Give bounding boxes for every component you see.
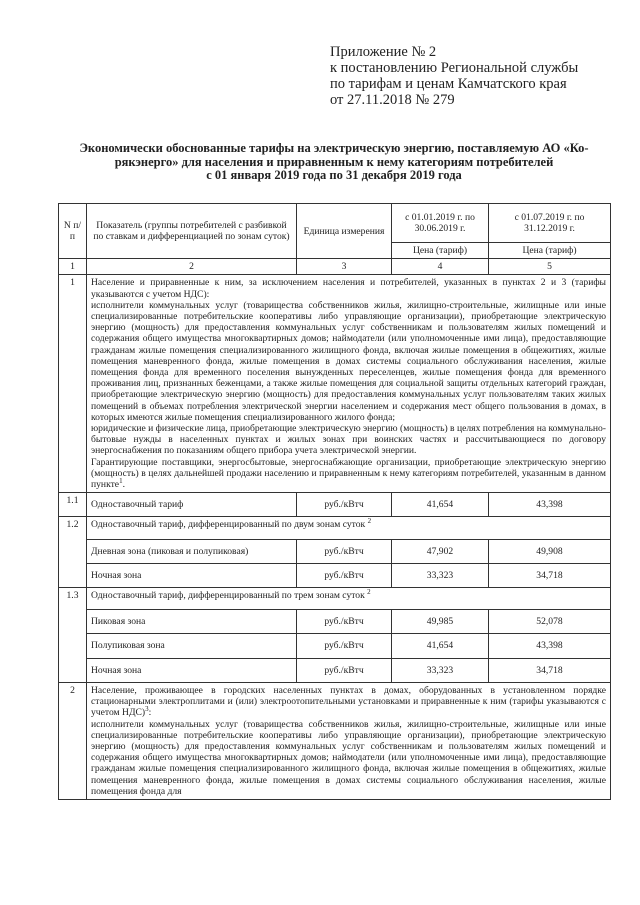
section-1-para-4-text: Гарантирующие поставщики, энергосбытовые, энергоснабжающие организации, приобретающие электрическую энергию (мощность) в целях дальнейшей продажи населению и приравненным к нему категориям потребителей, указанным в данном пункте: [91, 456, 606, 491]
row-1-2-a-label: Дневная зона (пиковая и полупиковая): [87, 539, 297, 563]
colnum-3: 3: [297, 259, 392, 275]
row-1-2-a-value-1: 47,902: [392, 539, 489, 563]
row-1-2-num: 1.2: [59, 517, 87, 588]
row-1-1-label: Одноставочный тариф: [87, 493, 297, 517]
colnum-4: 4: [392, 259, 489, 275]
header-price-1: Цена (тариф): [392, 243, 489, 259]
section-2-para-2: исполнители коммунальных услуг (товарищества собственников жилья, жилищно-строительные, жилищные или иные специализированные потребительские кооперативы либо управляющие организации), приобретающие электрическую энергию (мощность) для предоставления коммунальных услуг собственникам и пользователям жилых помещений и содержания общего имущества многоквартирных домов; наймодатели (или уполномоченные ими лица), предоставляющие гражданам жилые помещения специализированного жилищного фонда, включая жилые помещения в общежитиях, жилые помещения маневренного фонда, жилые помещения в домах системы социального обслуживания населения, жилые помещения фонда для: [91, 718, 606, 797]
row-1-2-b-value-1: 33,323: [392, 563, 489, 587]
title-line-2: рякэнерго» для населения и приравненным к нему категориям потребителей: [114, 154, 554, 169]
section-1-para-4: [91, 457, 606, 491]
row-1-2-label-text: Одноставочный тариф, дифференцированный по двум зонам суток: [91, 519, 366, 531]
row-1-2-b-unit: руб./кВтч: [297, 563, 392, 587]
colnum-1: 1: [59, 259, 87, 275]
row-1-3-a-value-1: 49,985: [392, 610, 489, 634]
table-header-row: [59, 204, 611, 243]
row-1-2: [59, 517, 611, 539]
section-1-para-1: Население и приравненные к ним, за исключением населения и потребителей, указанных в пунктах 2 и 3 (тарифы указываются с учетом НДС):: [91, 277, 606, 300]
footnote-ref: 1: [119, 476, 123, 485]
row-1-2-b-value-2: 34,718: [489, 563, 611, 587]
row-1-1-num: 1.1: [59, 493, 87, 517]
tariff-table: [58, 203, 611, 800]
header-period-2: с 01.07.2019 г. по 31.12.2019 г.: [489, 204, 611, 243]
row-1-1-unit: руб./кВтч: [297, 493, 392, 517]
row-1-1-value-1: 41,654: [392, 493, 489, 517]
row-1-3-a-unit: руб./кВтч: [297, 610, 392, 634]
title-line-3: с 01 января 2019 года по 31 декабря 2019 года: [206, 168, 462, 182]
title-line-1: Экономически обоснованные тарифы на электрическую энергию, поставляемую АО «Ко-: [79, 141, 589, 155]
row-1-3-c: [59, 658, 611, 682]
section-1-description: [87, 275, 611, 493]
row-1-2-label: [87, 517, 611, 539]
row-1-3-b-label: Полупиковая зона: [87, 634, 297, 658]
row-1-3-c-value-1: 33,323: [392, 658, 489, 682]
section-1-para-4-end: .: [122, 479, 125, 491]
row-1-3-b: [59, 634, 611, 658]
header-period-1: с 01.01.2019 г. по 30.06.2019 г.: [392, 204, 489, 243]
row-1-3-a-value-2: 52,078: [489, 610, 611, 634]
row-1-2-a-value-2: 49,908: [489, 539, 611, 563]
footnote-ref: 2: [367, 517, 372, 526]
row-1-3-b-unit: руб./кВтч: [297, 634, 392, 658]
row-1-2-a: [59, 539, 611, 563]
row-1-3-b-value-1: 41,654: [392, 634, 489, 658]
appendix-line-1: Приложение № 2: [330, 44, 437, 60]
section-2-para-1-text: Население, проживающее в городских населенных пунктах в домах, оборудованных в установленном порядке стационарными электроплитами и (или) электроотопительными установками и приравненные к ним (тарифы указываются с учетом НДС): [91, 684, 606, 719]
section-2-row: [59, 682, 611, 799]
section-1-num: 1: [59, 275, 87, 493]
header-price-2: Цена (тариф): [489, 243, 611, 259]
section-1-row: [59, 275, 611, 493]
row-1-3-c-value-2: 34,718: [489, 658, 611, 682]
appendix-line-3: по тарифам и ценам Камчатского края: [330, 76, 567, 92]
row-1-2-a-unit: руб./кВтч: [297, 539, 392, 563]
colnum-5: 5: [489, 259, 611, 275]
row-1-3-label-text: Одноставочный тариф, дифференцированный по трем зонам суток: [91, 590, 365, 602]
row-1-1-value-2: 43,398: [489, 493, 611, 517]
row-1-2-b-label: Ночная зона: [87, 563, 297, 587]
header-num: N п/п: [59, 204, 87, 259]
row-1-3-b-value-2: 43,398: [489, 634, 611, 658]
section-2-num: 2: [59, 682, 87, 799]
row-1-3-c-label: Ночная зона: [87, 658, 297, 682]
section-1-para-3: юридические и физические лица, приобретающие электрическую энергию (мощность) в целях потребления на коммунально-бытовые нужды в населенных пунктах и жилых зонах при воинских частях и рассчитывающиеся по договору энергоснабжения по показаниям общего прибора учета электрической энергии.: [91, 423, 606, 457]
appendix-line-4: от 27.11.2018 № 279: [330, 92, 455, 108]
appendix-header: [330, 44, 578, 108]
document-title: [60, 142, 608, 183]
appendix-line-2: к постановлению Региональной службы: [330, 60, 579, 76]
header-indicator: Показатель (группы потребителей с разбивкой по ставкам и дифференциацией по зонам суток): [87, 204, 297, 259]
row-1-3-c-unit: руб./кВтч: [297, 658, 392, 682]
column-number-row: [59, 259, 611, 275]
row-1-3-label: [87, 588, 611, 610]
section-1-para-2: исполнители коммунальных услуг (товарищества собственников жилья, жилищно-строительные, жилищные или иные специализированные потребительские кооперативы либо управляющие организации), приобретающие электрическую энергию (мощность) для предоставления коммунальных услуг собственникам и пользователям жилых помещений и содержания общего имущества многоквартирных домов; наймодатели (или уполномоченные ими лица), предоставляющие гражданам жилые помещения специализированного жилищного фонда, включая жилые помещения в общежитиях, жилые помещения маневренного фонда, жилые помещения в домах системы социального обслуживания населения, жилые помещения фонда для временного поселения вынужденных переселенцев, жилые помещения фонда для временного проживания лиц, признанных беженцами, а также жилые помещения для социальной защиты отдельных категорий граждан, приобретающие электрическую энергию (мощность) для предоставления коммунальных услуг пользователям таких жилых помещений в объемах потребления электрической энергии населением и содержания мест общего пользования в домах, в которых имеются жилые помещения специализированного жилого фонда;: [91, 299, 606, 423]
footnote-ref: 2: [367, 587, 371, 596]
section-2-para-1: [91, 685, 606, 719]
row-1-3-a-label: Пиковая зона: [87, 610, 297, 634]
footnote-ref: 3: [145, 705, 149, 714]
row-1-3: [59, 588, 611, 610]
header-unit: Единица измерения: [297, 204, 392, 259]
row-1-3-a: [59, 610, 611, 634]
section-2-para-1-end: :: [148, 707, 152, 719]
row-1-3-num: 1.3: [59, 588, 87, 683]
row-1-1: [59, 493, 611, 517]
row-1-2-b: [59, 563, 611, 587]
colnum-2: 2: [87, 259, 297, 275]
section-2-description: [87, 682, 611, 799]
